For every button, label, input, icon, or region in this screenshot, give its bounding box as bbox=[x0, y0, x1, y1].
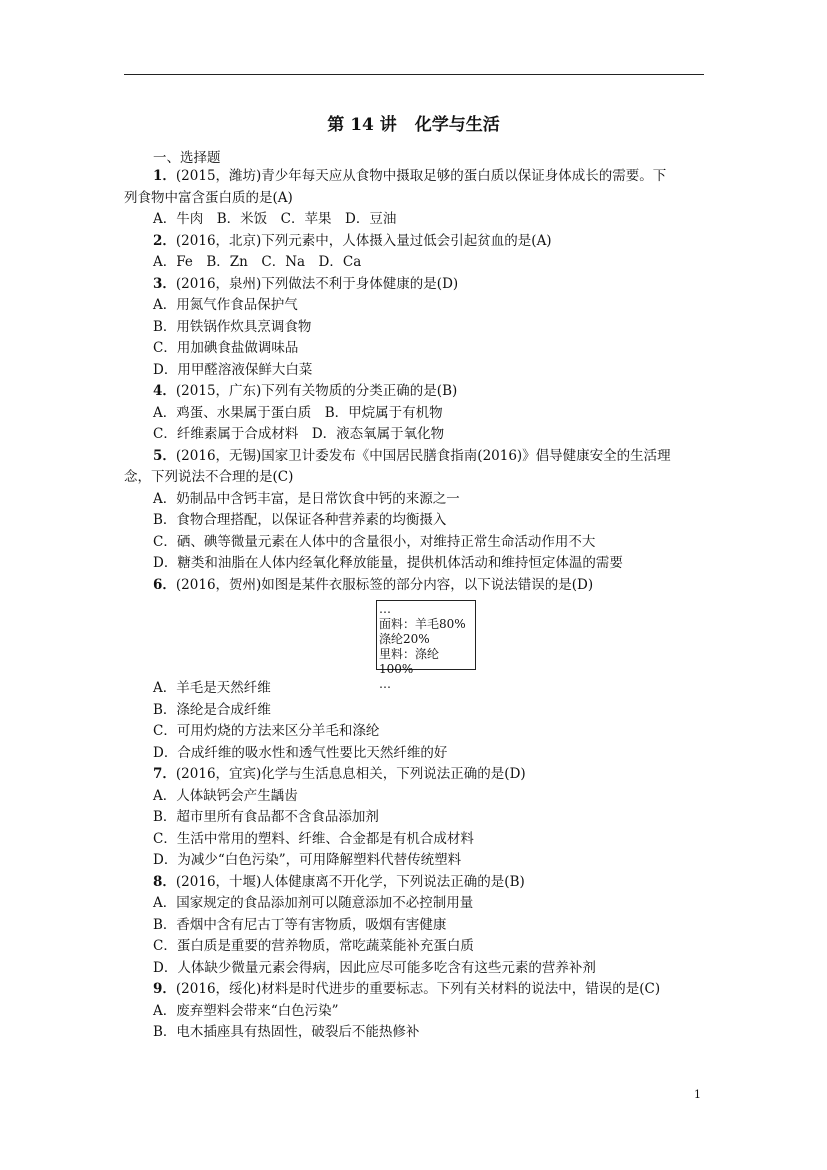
label-line: 面料：羊毛80% bbox=[379, 617, 466, 631]
question-number: 2． bbox=[153, 232, 176, 249]
question-text: (2016，无锡)国家卫计委发布《中国居民膳食指南(2016)》倡导健康安全的生活理 bbox=[175, 447, 671, 464]
question-text: (2016，泉州)下列做法不利于身体健康的是(D) bbox=[175, 275, 459, 292]
question-text: (2016，贺州)如图是某件衣服标签的部分内容，以下说法错误的是(D) bbox=[175, 576, 594, 593]
question-text: (2016，绥化)材料是时代进步的重要标志。下列有关材料的说法中，错误的是(C) bbox=[175, 981, 661, 997]
question-stem-continued bbox=[124, 188, 710, 210]
question-stem-continued bbox=[124, 467, 710, 489]
question-stem bbox=[124, 575, 710, 597]
question-text: 念，下列说法不合理的是(C) bbox=[124, 469, 294, 485]
lecture-topic: 化学与生活 bbox=[414, 115, 500, 135]
page-number: 1 bbox=[694, 1088, 701, 1101]
answer-option: D．人体缺少微量元素会得病，因此应尽可能多吃含有这些元素的营养补剂 bbox=[153, 959, 596, 976]
answer-option: C．可用灼烧的方法来区分羊毛和涤纶 bbox=[153, 723, 380, 739]
answer-option: C．生活中常用的塑料、纤维、合金都是有机合成材料 bbox=[153, 830, 474, 847]
label-line: 里料：涤纶100% bbox=[379, 647, 440, 676]
question-number: 3． bbox=[153, 275, 176, 292]
question-stem bbox=[124, 446, 710, 468]
question-number: 1． bbox=[153, 168, 176, 184]
question-text: (2015，广东)下列有关物质的分类正确的是(B) bbox=[175, 383, 458, 399]
answer-option: A．废弃塑料会带来“白色污染” bbox=[153, 1002, 339, 1019]
answer-option: D．合成纤维的吸水性和透气性要比天然纤维的好 bbox=[153, 744, 448, 761]
label-line: … bbox=[379, 677, 391, 691]
answer-option: A．羊毛是天然纤维 bbox=[153, 680, 271, 696]
question-stem bbox=[124, 166, 710, 188]
question-number: 8． bbox=[153, 873, 176, 890]
clothing-label-figure bbox=[376, 600, 476, 691]
answer-option: C．蛋白质是重要的营养物质，常吃蔬菜能补充蛋白质 bbox=[153, 938, 474, 954]
answer-option: B．涤纶是合成纤维 bbox=[153, 701, 271, 718]
answer-option: B．超市里所有食品都不含食品添加剂 bbox=[153, 809, 379, 825]
question-text: (2016，十堰)人体健康离不开化学，下列说法正确的是(B) bbox=[175, 873, 525, 890]
answer-option: D．用甲醛溶液保鲜大白菜 bbox=[153, 361, 313, 378]
answer-option: A．牛肉 B．米饭 C．苹果 D．豆油 bbox=[153, 211, 397, 227]
label-line: … bbox=[379, 602, 391, 616]
answer-option: D．为减少“白色污染”，可用降解塑料代替传统塑料 bbox=[153, 852, 462, 868]
question-number: 9． bbox=[153, 981, 176, 997]
question-stem bbox=[124, 979, 710, 1001]
question-stem bbox=[124, 274, 710, 296]
question-stem bbox=[124, 872, 710, 894]
answer-option: B．用铁锅作炊具烹调食物 bbox=[153, 318, 312, 335]
question-text: 列食物中富含蛋白质的是(A) bbox=[124, 189, 293, 206]
lecture-number: 第 14 讲 bbox=[327, 115, 397, 135]
header-rule bbox=[124, 74, 704, 75]
question-list bbox=[124, 166, 710, 1044]
question-number: 5． bbox=[153, 447, 176, 464]
answer-option: C．用加碘食盐做调味品 bbox=[153, 340, 299, 356]
question-text: (2016，北京)下列元素中，人体摄入量过低会引起贫血的是(A) bbox=[175, 232, 552, 249]
answer-option: C．纤维素属于合成材料 D．液态氧属于氧化物 bbox=[153, 426, 445, 442]
question-stem bbox=[124, 231, 710, 253]
question-number: 7． bbox=[153, 766, 176, 782]
answer-option: B．食物合理搭配，以保证各种营养素的均衡摄入 bbox=[153, 512, 447, 528]
question-stem bbox=[124, 764, 710, 786]
question-text: (2016，宜宾)化学与生活息息相关，下列说法正确的是(D) bbox=[175, 766, 526, 782]
question-number: 4． bbox=[153, 383, 176, 399]
answer-option: A．国家规定的食品添加剂可以随意添加不必控制用量 bbox=[153, 895, 474, 911]
answer-option: A．人体缺钙会产生龋齿 bbox=[153, 787, 298, 804]
answer-option: A．奶制品中含钙丰富，是日常饮食中钙的来源之一 bbox=[153, 490, 460, 507]
answer-option: A．Fe B．Zn C．Na D．Ca bbox=[153, 254, 362, 270]
page-title bbox=[0, 110, 827, 135]
answer-option: B．香烟中含有尼古丁等有害物质，吸烟有害健康 bbox=[153, 916, 447, 933]
label-line: 涤纶20% bbox=[379, 632, 430, 646]
answer-option: C．硒、碘等微量元素在人体中的含量很小，对维持正常生命活动作用不大 bbox=[153, 533, 596, 550]
question-stem bbox=[124, 381, 710, 403]
section-heading: 一、选择题 bbox=[153, 150, 221, 166]
answer-option: D．糖类和油脂在人体内经氧化释放能量，提供机体活动和维持恒定体温的需要 bbox=[153, 555, 623, 571]
answer-option: A．用氮气作食品保护气 bbox=[153, 297, 298, 313]
answer-option: A．鸡蛋、水果属于蛋白质 B．甲烷属于有机物 bbox=[153, 404, 443, 421]
answer-option: B．电木插座具有热固性，破裂后不能热修补 bbox=[153, 1024, 420, 1040]
question-number: 6． bbox=[153, 576, 176, 593]
question-text: (2015，潍坊)青少年每天应从食物中摄取足够的蛋白质以保证身体成长的需要。下 bbox=[175, 168, 667, 184]
